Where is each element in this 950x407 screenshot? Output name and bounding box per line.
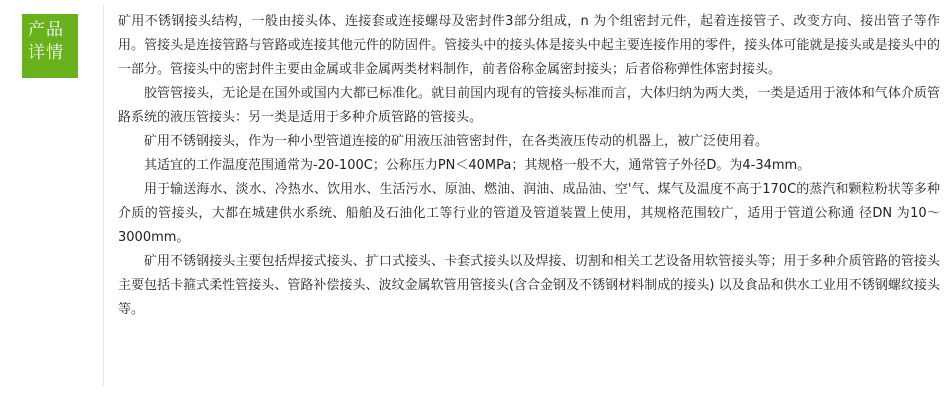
paragraph-types: 矿用不锈钢接头主要包括焊接式接头、扩口式接头、卡套式接头以及焊接、切割和相关工艺设备用软管接头等；用于多种介质管路的管接头主要包括卡箍式柔性管接头、管路补偿接头、波纹金属软管用管接头(含合金钢及不锈钢材料制成的接头) 以及食品和供水工业用不锈钢螺纹接头等。: [118, 254, 940, 317]
vertical-divider: [103, 4, 104, 386]
paragraph-structure: 矿用不锈钢接头结构，一般由接头体、连接套或连接螺母及密封件3部分组成，n 为个组密封元件，起着连接管子、改变方向、接出管子等作用。管接头是连接管路与管路或连接其他元件的防固件。管接头中的接头体是接头中起主要连接作用的零件，接头体可能就是接头或是接头中的一部分。管接头中的密封件主要由金属或非金属两类材料制作，前者俗称金属密封接头；后者俗称弹性体密封接头。: [118, 14, 940, 77]
paragraph-applications: 用于输送海水、淡水、冷热水、饮用水、生活污水、原油、燃油、润油、成品油、空'气、煤气及温度不高于170C的蒸汽和颗粒粉状等多种介质的管接头，大都在城建供水系统、船舶及石油化工等行业的管道及管道装置上使用，其规格范围较广，适用于管道公称通 径DN 为10～ 3000mm。: [118, 182, 940, 245]
paragraph-standards: 胶管管接头，无论是在国外或国内大都已标准化。就目前国内现有的管接头标准而言，大体归纳为两大类，一类是适用于液体和气体介质管路系统的液压管接头：另一类是适用于多种介质管路的管接头。: [118, 86, 940, 125]
paragraph-specs: 其适宜的工作温度范围通常为-20-100C；公称压力PN＜40MPa；其规格一般不大，通常管子外径D。为4-34mm。: [144, 158, 811, 173]
paragraph-usage: 矿用不锈钢接头，作为一种小型管道连接的矿用液压油管密封件，在各类液压传动的机器上，被广泛使用着。: [144, 134, 769, 149]
product-details-badge: [22, 14, 78, 78]
badge-line-2: 详情: [28, 43, 64, 63]
badge-line-1: 产品: [28, 20, 64, 40]
product-description: [118, 10, 940, 322]
